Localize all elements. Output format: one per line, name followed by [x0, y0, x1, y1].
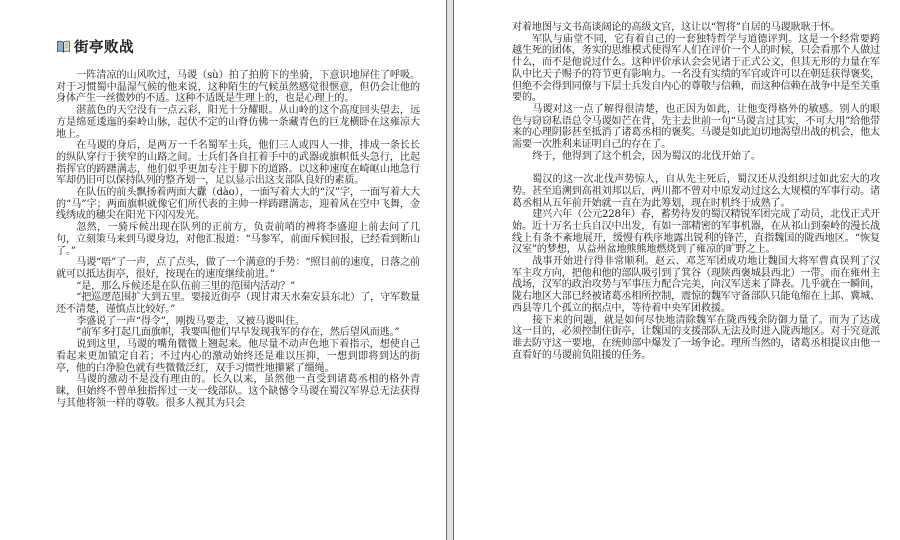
chapter-title: 街亭败战 — [74, 39, 134, 56]
paragraph: 忽然，一骑斥候出现在队列的正前方，负责前哨的裨将李盛迎上前去问了几句，立刻策马来到马谡身边，对他汇报道：“马参军，前面斥候回报，已经看到断山了。” — [56, 222, 420, 257]
left-page — [0, 0, 446, 540]
paragraph: 李盛说了一声“得令”，刚拨马要走，又被马谡叫住。 — [76, 315, 305, 327]
page-gutter — [446, 0, 454, 540]
paragraph: 蜀汉的这一次北伐声势惊人，自从先主死后，蜀汉还从没组织过如此宏大的攻势。甚至追溯到高祖刘邦以后，两川都不曾对中原发动过这么大规模的军事行动。诸葛丞相从五年前开始就一直在为此筹划，现在时机终于成熟了。 — [512, 174, 880, 209]
paragraph: 马谡的激动不是没有理由的。长久以来，虽然他一直受到诸葛丞相的格外青睐，但始终不曾单独指挥过一支一线部队。这个缺憾令马谡在蜀汉军界总无法获得与其他将领一样的尊敬。很多人视其为只会 — [56, 374, 420, 409]
paragraph: 接下来的问题，就是如何尽快地清除魏军在陇西残余防御力量了。而为了达成这一目的，必须控制住街亭，让魏国的支援部队无法及时进入陇西地区。对于究竟派谁去防守这一要地，在统帅部中爆发了一场争论。理所当然的，诸葛丞相提议由他一直看好的马谡前负阻援的任务。 — [512, 314, 880, 361]
paragraph: 说到这里，马谡的嘴角微微上翘起来。他尽量不动声色地下着指示，想使自己看起来更加镇定自若；不过内心的激动始终还是难以压抑，一想到即将到达的街亭，他的白净脸色就有些微微泛红，双手习惯性地攥紧了缰绳。 — [56, 339, 420, 374]
paragraph: 在马谡的身后，是两万一千名蜀军士兵，他们三人或四人一排，排成一条长长的纵队穿行于狭窄的山路之间。士兵们各自扛着手中的武器或旗帜低头急行，比起指挥官的踌躇满志，他们似乎更加专注于脚下的道路。以这种速度在崎岖山地急行军却仍旧可以保持队列的整齐划一，足以显示出这支部队良好的素质。 — [56, 140, 420, 187]
paragraph: 马谡“唔”了一声，点了点头，做了一个满意的手势：“照目前的速度，日落之前就可以抵达街亭，很好，按现在的速度继续前进。” — [56, 257, 420, 280]
paragraph: 在队伍的前头飘扬着两面大纛（dào），一面写着大大的“汉”字，一面写着大大的“马”字；两面旗帜就像它们所代表的主帅一样踌躇满志，迎着风在空中飞舞，金线绣成的穗尖在阳光下闪闪发光。 — [56, 187, 420, 222]
paragraph: 湛蓝色的天空没有一点云彩，阳光十分耀眼。从山岭的这个高度回头望去，远方是绵延逶迤的秦岭山脉，起伏不定的山脊仿佛一条藏青色的巨龙横卧在这雍凉大地上。 — [56, 105, 420, 140]
paragraph: 建兴六年（公元228年）春，蓄势待发的蜀汉精锐军团完成了动员，北伐正式开始。近十万名士兵自汉中出发，有如一部精密的军事机器，在从祁山到秦岭的漫长战线上有条不紊地展开，缓慢有秩序地露出锐利的锋芒，直指魏国的陇西地区。“恢复汉室”的梦想，从益州盆地熊熊地燃烧到了雍凉的旷野之上。 — [512, 209, 880, 256]
paragraph: 战事开始进行得非常顺利。赵云、邓芝军团成功地让魏国大将军曹真误判了汉军主攻方向，把他和他的部队吸引到了箕谷（现陕西褒城县西北）一带。而在雍州主战场，汉军的政治攻势与军事压力配合完美，向汉军送来了降表。几乎就在一瞬间，陇右地区大部已经被诸葛丞相所控制，震惊的魏军守备部队只能龟缩在上邽、冀城、西县等几个孤立的据点中，等待着中央军团救援。 — [512, 256, 880, 314]
paragraph: 马谡对这一点了解得很清楚，也正因为如此，让他变得格外的敏感。别人的眼色与窃窃私语总令马谡如芒在背，先主去世前一句“马谡言过其实，不可大用”给他带来的心理阴影甚至抵消了诸葛丞相的褒奖。马谡是如此迫切地渴望出战的机会，他太需要一次胜利来证明自己的存在了。 — [512, 103, 880, 151]
paragraph: 对着地图与文书高谈阔论的高级文官，这让以“智将”自居的马谡耿耿于怀。 — [512, 22, 841, 33]
paragraph: “是，那么斥候还是在队伍前三里的范围内活动？” — [76, 280, 296, 292]
paragraph: “把巡逻范围扩大到五里。要接近街亭（现甘肃天水秦安县东北）了，守军数量还不清楚，谨慎点比较好。” — [56, 292, 420, 316]
paragraph: 军队与庙堂不同，它有着自己的一套独特哲学与道德评判。这是一个经常要跨越生死的团体，务实的思维模式使得军人们在评价一个人的时候，只会看那个人做过什么，而不是他说过什么。这种评价承认会会见诸于正式公文，但其无形的力量在军队中比天子赐予的符节更有影响力。一名没有实绩的军官或许可以在朝廷获得褒奖，但绝不会得到同僚与下层士兵发自内心的尊敬与信赖，而这种信赖在战争中是至关重要的。 — [512, 33, 880, 104]
paragraph: 一阵清凉的山风吹过，马谡（sù）拍了拍胯下的坐骑，下意识地屏住了呼吸。对于习惯蜀中温湿气候的他来说，这种陌生的气候虽然感觉很惬意，但仍会让他的身体产生一丝微妙的不适。这种不适既是生理上的，也是心理上的。 — [56, 70, 420, 105]
chapter-heading — [56, 36, 420, 57]
book-icon — [56, 39, 71, 54]
right-page — [454, 0, 900, 540]
paragraph: 终于，他得到了这个机会，因为蜀汉的北伐开始了。 — [532, 150, 761, 162]
paragraph: “前军多打起几面旗帜，我要叫他们早早发现我军的存在，然后望风而逃。” — [76, 327, 400, 339]
